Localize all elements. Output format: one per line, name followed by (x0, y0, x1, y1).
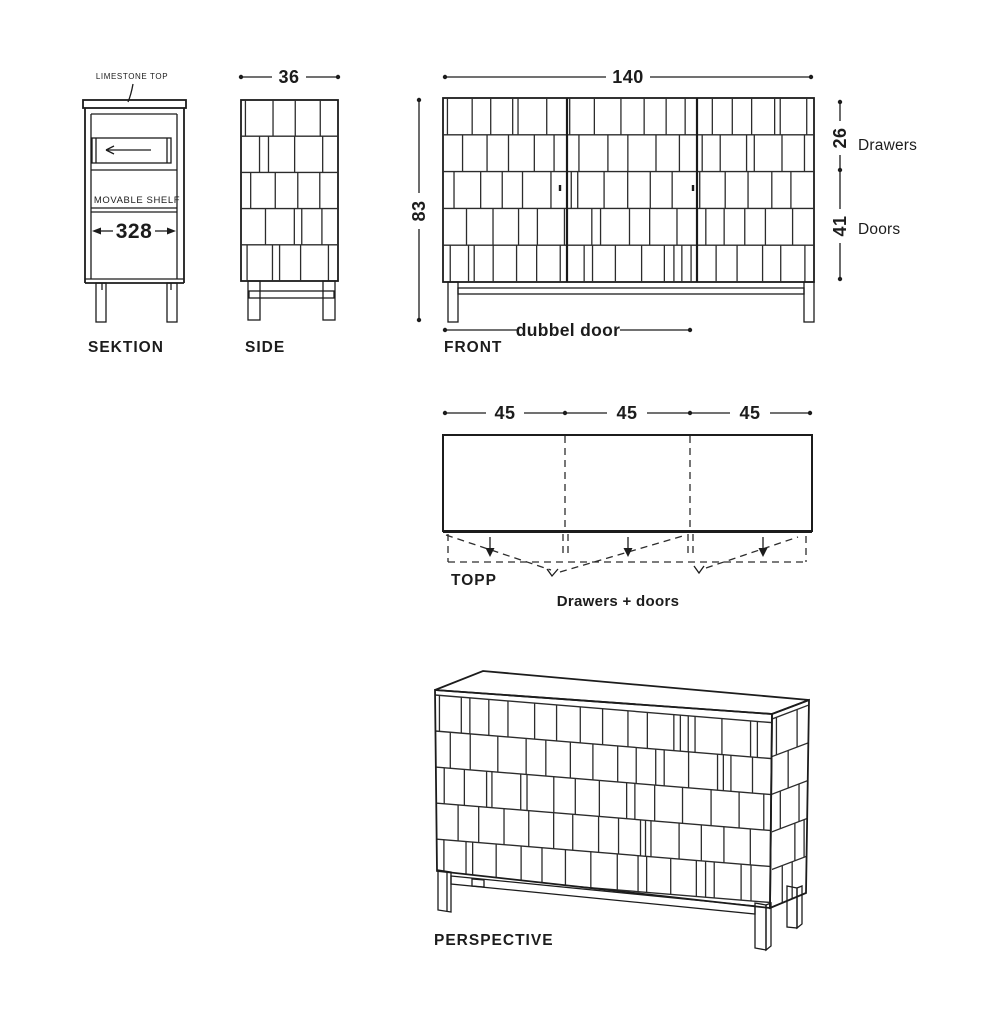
sektion-view-label: SEKTION (88, 339, 164, 356)
topp-section-dimensions (443, 403, 812, 423)
front-width-value: 140 (612, 67, 644, 87)
dim-dot (688, 411, 692, 415)
topp-outline (443, 435, 812, 531)
topp-section3-width: 45 (739, 403, 761, 423)
leg-side-face (797, 886, 802, 928)
door-swing-line (706, 537, 798, 568)
drawers-label: Drawers (858, 137, 918, 154)
shingle-line (772, 743, 809, 757)
swing-tick (694, 566, 704, 573)
front-rail (458, 288, 804, 294)
dim-dot (808, 411, 812, 415)
front-height-dimension (409, 98, 429, 322)
front-view (409, 67, 917, 356)
side-shingle-pattern (241, 100, 338, 281)
open-arrow (624, 537, 633, 557)
perspective-view-label: PERSPECTIVE (434, 932, 554, 949)
topp-view (443, 403, 812, 610)
dim-dot (688, 328, 692, 332)
shingle-line (435, 839, 772, 867)
open-arrow (486, 537, 495, 557)
arrowhead (624, 548, 633, 557)
dim-dot (417, 318, 421, 322)
perspective-front-right-leg (755, 903, 766, 950)
front-body-outline (443, 98, 814, 282)
front-shingle-pattern (443, 98, 814, 282)
shingle-line (435, 803, 772, 831)
perspective-view (434, 671, 809, 950)
doors-label: Doors (858, 221, 901, 238)
sektion-top-slab (83, 100, 186, 108)
perspective-side-face-pattern (772, 705, 809, 907)
side-view (239, 67, 340, 356)
shingle-line (772, 780, 809, 794)
front-left-leg (448, 282, 458, 322)
dim-dot (443, 75, 447, 79)
swing-tick (547, 569, 558, 576)
dim-dot (443, 411, 447, 415)
perspective-top-face (435, 671, 809, 714)
arrowhead (759, 548, 768, 557)
doors-height-value: 41 (830, 215, 850, 237)
perspective-front-left-leg (438, 870, 451, 912)
limestone-top-note: LIMESTONE TOP (95, 72, 169, 81)
drawers-height-value: 26 (830, 127, 850, 149)
topp-view-label: TOPP (451, 572, 497, 589)
front-right-leg (804, 282, 814, 322)
door-swing-line (446, 535, 551, 570)
drawers-doors-dimension (830, 100, 917, 281)
topp-caption: Drawers + doors (556, 593, 680, 610)
sektion-view (83, 72, 186, 356)
side-view-label: SIDE (245, 339, 286, 356)
side-body-outline (241, 100, 338, 281)
shingle-line (435, 695, 772, 723)
side-right-leg (323, 281, 335, 320)
dim-arrowhead (167, 228, 176, 235)
dim-dot (336, 75, 340, 79)
arrowhead (486, 548, 495, 557)
dim-dot (239, 75, 243, 79)
sektion-inner-width-dimension (92, 220, 176, 243)
side-rail (249, 291, 334, 298)
sektion-right-leg (167, 283, 177, 322)
rail-notch (472, 879, 484, 887)
dim-dot (809, 75, 813, 79)
front-view-label: FRONT (444, 339, 503, 356)
dim-dot (563, 411, 567, 415)
dim-arrowhead (92, 228, 101, 235)
front-width-dimension (443, 67, 813, 87)
leg-side-face (766, 903, 771, 950)
sektion-left-leg (96, 283, 106, 322)
perspective-rail (451, 876, 755, 914)
opening-projection (446, 534, 806, 576)
double-door-dimension (443, 320, 692, 340)
shingle-line (435, 767, 772, 795)
perspective-front-face-pattern (435, 695, 772, 903)
front-height-value: 83 (409, 200, 429, 222)
side-left-leg (248, 281, 260, 320)
open-arrow (759, 537, 768, 557)
side-depth-dimension (239, 67, 340, 87)
movable-shelf-note: MOVABLE SHELF (93, 195, 181, 206)
topp-section1-width: 45 (494, 403, 516, 423)
dim-dot (443, 328, 447, 332)
double-door-label: dubbel door (515, 320, 621, 340)
sektion-inner-width-value: 328 (115, 220, 153, 243)
door-swing-line (560, 535, 686, 572)
topp-section2-width: 45 (616, 403, 638, 423)
side-depth-value: 36 (278, 67, 300, 87)
dim-dot (417, 98, 421, 102)
